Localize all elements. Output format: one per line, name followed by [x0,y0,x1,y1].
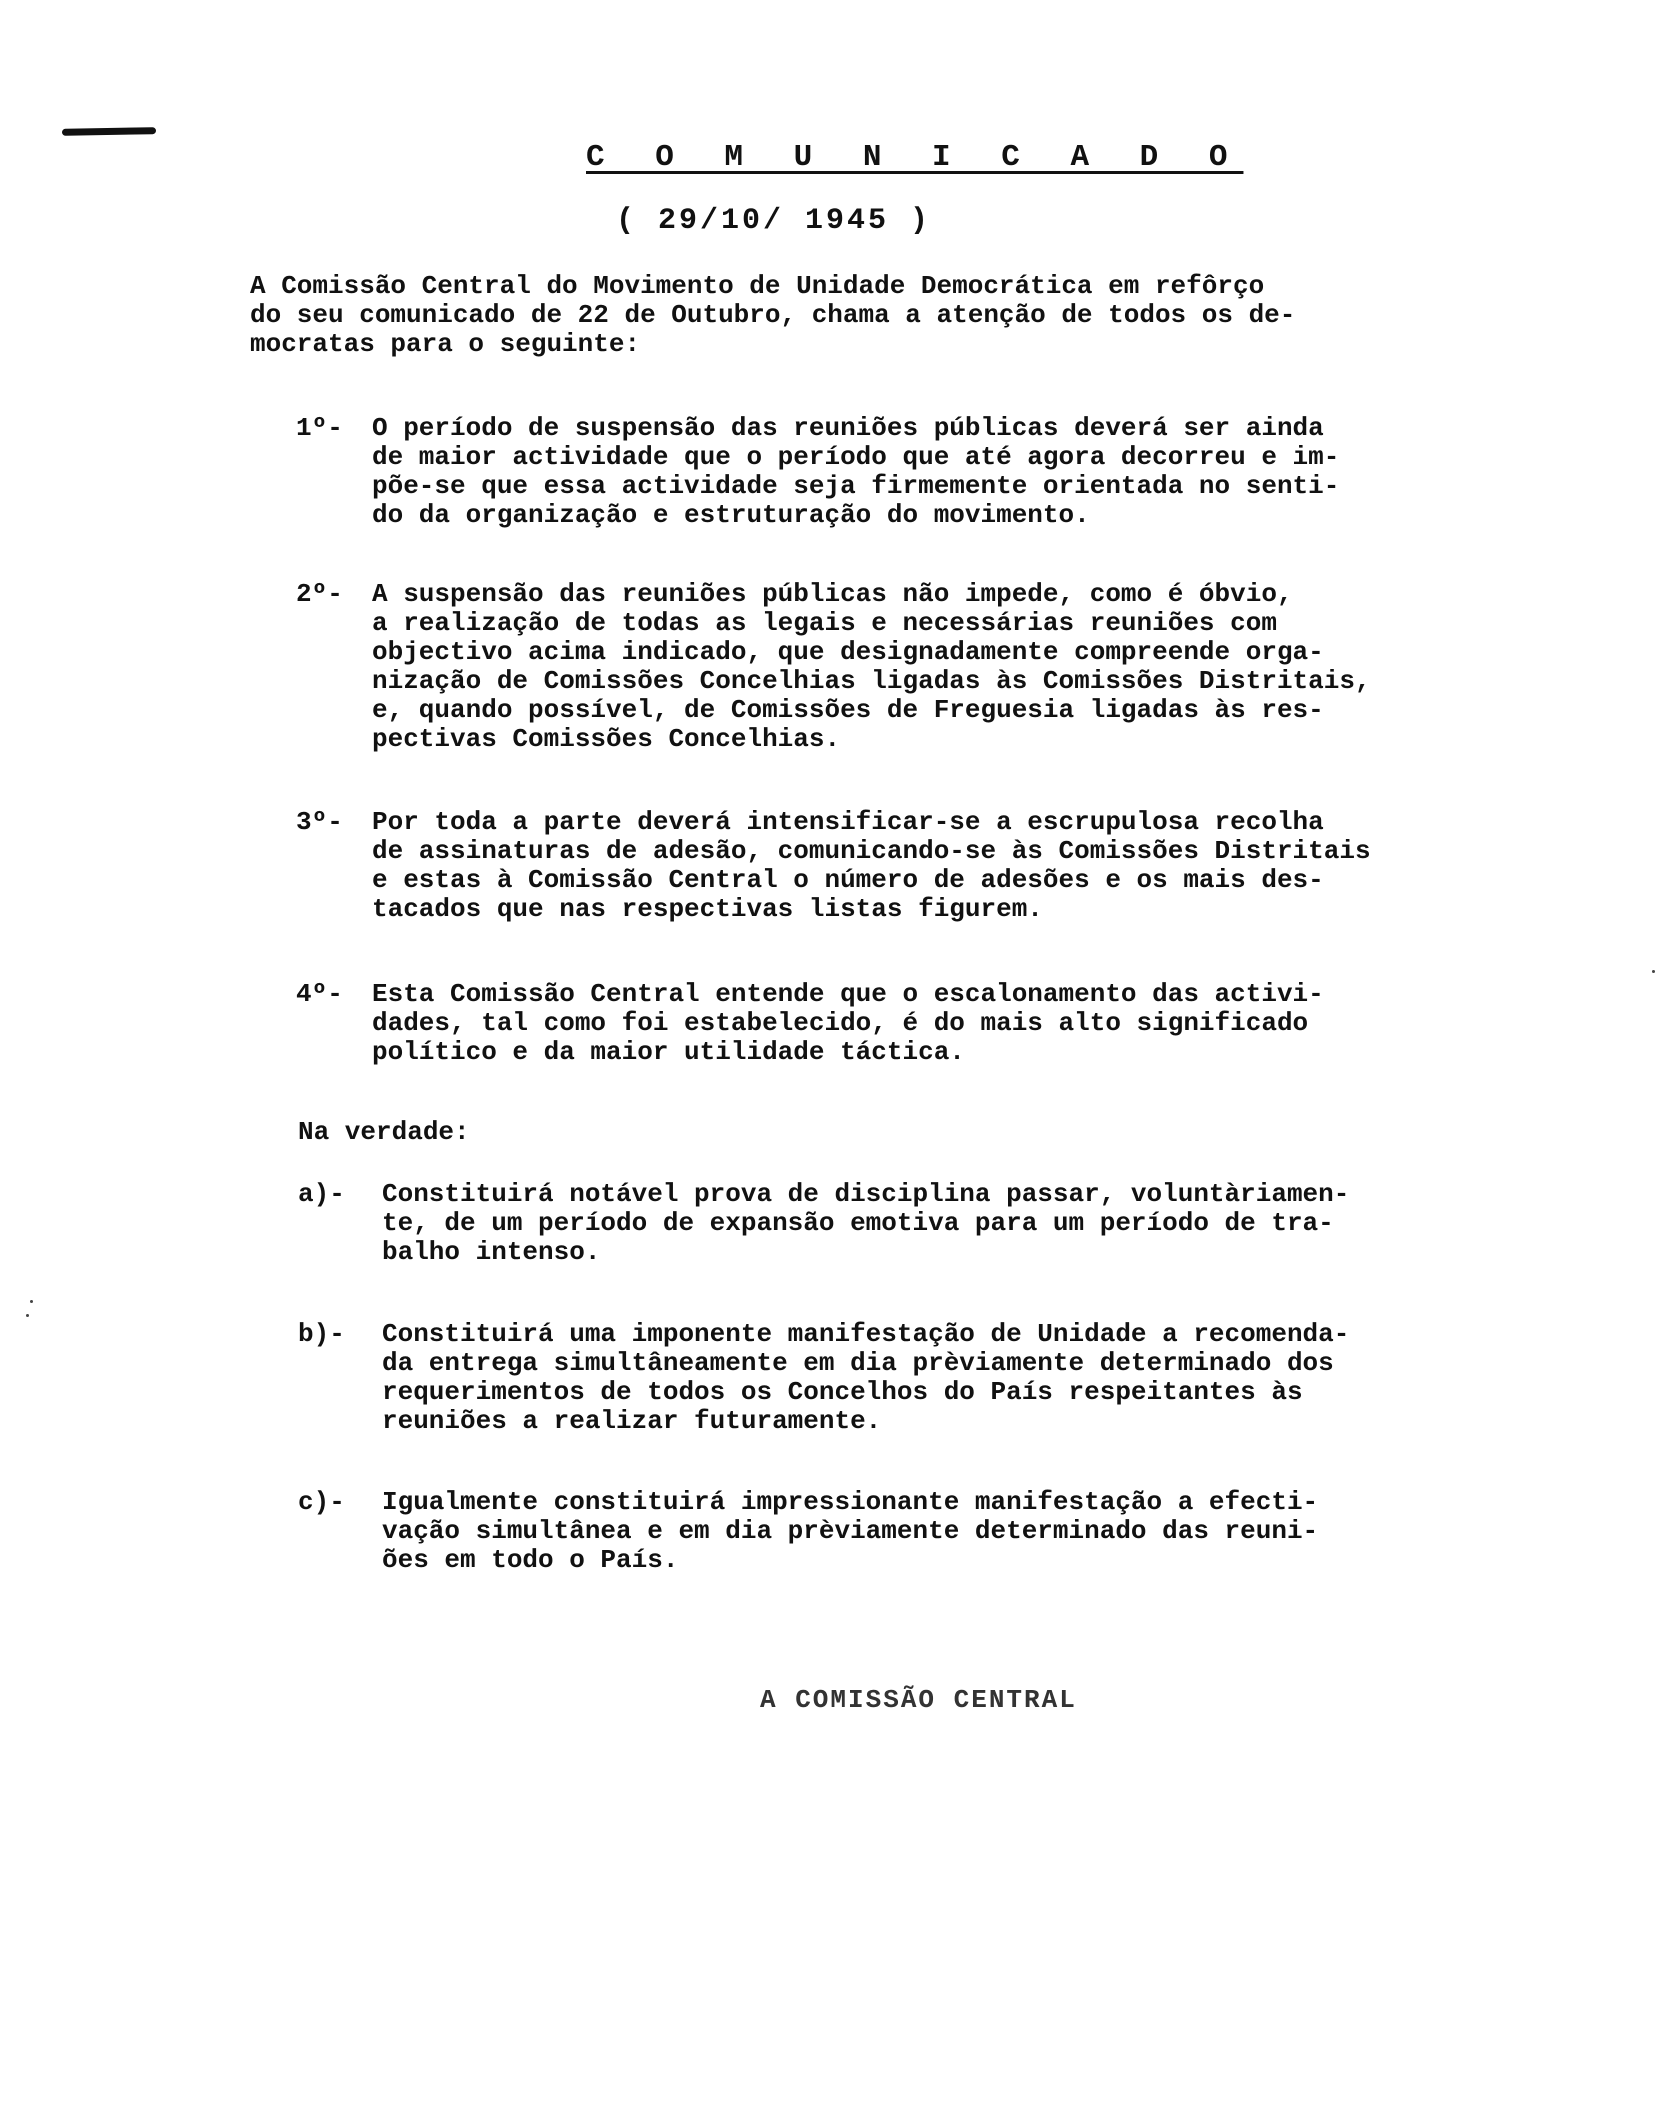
subitem-a-marker: a)- [298,1179,345,1209]
item-2-text: A suspensão das reuniões públicas não impede, como é óbvio, a realização de todas as legais e necessárias reuniões com objectivo acima indicado, que designadamente compreende orga- nização de Comissões Concelhias ligadas às Comissões Distritais, e, quando possível, de Comissões de Freguesia ligadas às res- pectivas Comissões Concelhias. [372,579,1371,754]
subitem-c-marker: c)- [298,1487,345,1517]
item-1-marker: 1º- [296,413,343,443]
scan-speck [1652,970,1655,973]
subitem-b-text: Constituirá uma imponente manifestação de Unidade a recomenda- da entrega simultâneamente em dia prèviamente determinado dos requerimentos de todos os Concelhos do País respeitantes às reuniões a realizar futuramente. [382,1319,1350,1436]
item-4-marker: 4º- [296,979,343,1009]
na-verdade-heading: Na verdade: [298,1117,470,1147]
signature: A COMISSÃO CENTRAL [760,1685,1077,1715]
item-2-marker: 2º- [296,579,343,609]
scan-speck [30,1300,33,1303]
item-1-text: O período de suspensão das reuniões públicas deverá ser ainda de maior actividade que o período que até agora decorreu e im- põe-se que essa actividade seja firmemente orientada no senti- do da organização e estruturação do movimento. [372,413,1340,530]
subitem-c-text: Igualmente constituirá impressionante manifestação a efecti- vação simultânea e em dia prèviamente determinado das reuni- ões em todo o País. [382,1487,1319,1575]
margin-pen-mark [62,127,156,136]
item-4-text: Esta Comissão Central entende que o escalonamento das activi- dades, tal como foi estabelecido, é do mais alto significado político e da maior utilidade táctica. [372,979,1324,1067]
intro-paragraph: A Comissão Central do Movimento de Unidade Democrática em refôrço do seu comunicado de 22 de Outubro, chama a atenção de todos os de- mocratas para o seguinte: [250,271,1296,359]
document-date: ( 29/10/ 1945 ) [616,204,932,238]
item-3-text: Por toda a parte deverá intensificar-se a escrupulosa recolha de assinaturas de adesão, comunicando-se às Comissões Distritais e estas à Comissão Central o número de adesões e os mais des- tacados que nas respectivas listas figurem. [372,807,1371,924]
item-3-marker: 3º- [296,807,343,837]
subitem-b-marker: b)- [298,1319,345,1349]
subitem-a-text: Constituirá notável prova de disciplina passar, voluntàriamen- te, de um período de expansão emotiva para um período de tra- balho intenso. [382,1179,1350,1267]
scan-speck [26,1314,29,1317]
document-title: C O M U N I C A D O [586,140,1244,175]
